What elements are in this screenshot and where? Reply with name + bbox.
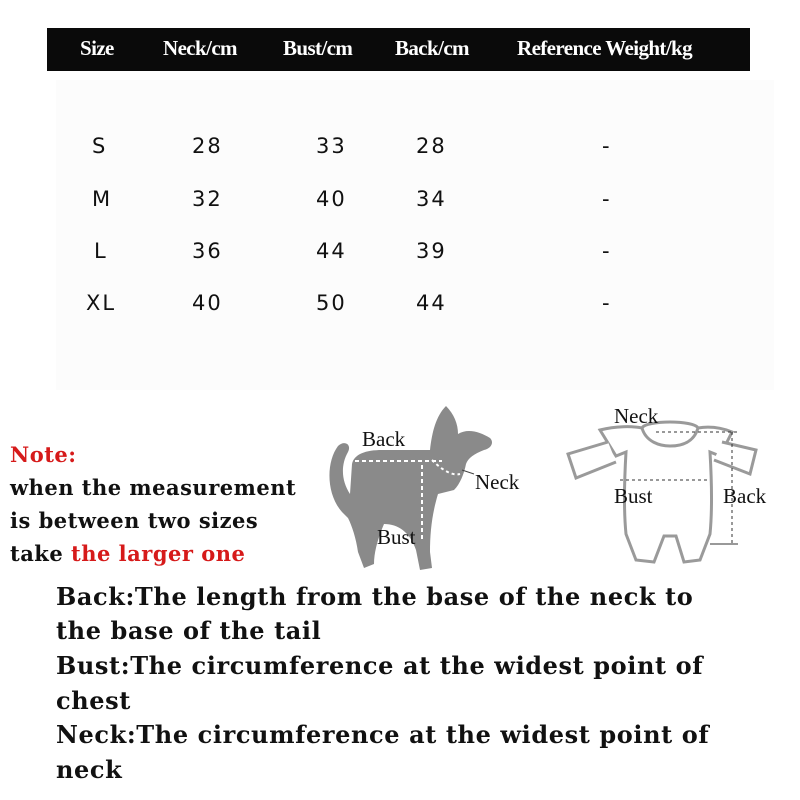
garment-neck-label: Neck — [614, 404, 659, 428]
table-cell-neck: 32 — [192, 187, 223, 211]
note-line-with-highlight — [10, 541, 245, 566]
note-line: is between two sizes — [10, 508, 259, 533]
table-cell-weight: - — [602, 187, 612, 211]
table-cell-size: M — [92, 187, 113, 211]
table-cell-back: 34 — [416, 187, 447, 211]
note-highlight: the larger one — [71, 541, 246, 566]
garment-bust-label: Bust — [614, 484, 653, 508]
table-cell-neck: 40 — [192, 291, 223, 315]
table-cell-bust: 40 — [316, 187, 347, 211]
definition-bust: Bust:The circumference at the widest point of — [56, 651, 704, 680]
header-size: Size — [80, 36, 114, 60]
table-cell-neck: 36 — [192, 239, 223, 263]
note-text: take — [10, 541, 72, 566]
size-table-body — [56, 80, 774, 390]
garment-back-label: Back — [723, 484, 767, 508]
table-cell-back: 39 — [416, 239, 447, 263]
dog-back-label: Back — [362, 427, 406, 451]
header-neck: Neck/cm — [163, 36, 237, 60]
garment-sleeve-left — [568, 442, 616, 478]
table-cell-size: S — [92, 134, 108, 158]
table-cell-size: L — [94, 239, 108, 263]
table-cell-back: 44 — [416, 291, 447, 315]
definition-back: Back:The length from the base of the neck to — [56, 582, 694, 611]
table-cell-bust: 44 — [316, 239, 347, 263]
table-cell-bust: 33 — [316, 134, 347, 158]
garment-sleeve-right — [714, 442, 756, 474]
header-bust: Bust/cm — [283, 36, 353, 60]
table-cell-weight: - — [602, 134, 612, 158]
note-line: when the measurement — [10, 475, 297, 500]
header-back: Back/cm — [395, 36, 469, 60]
table-cell-bust: 50 — [316, 291, 347, 315]
definition-back-cont: the base of the tail — [56, 616, 322, 645]
table-cell-weight: - — [602, 239, 612, 263]
dog-bust-label: Bust — [377, 525, 416, 549]
note-title: Note: — [10, 442, 77, 467]
table-cell-size: XL — [86, 291, 117, 315]
table-cell-weight: - — [602, 291, 612, 315]
table-cell-back: 28 — [416, 134, 447, 158]
table-cell-neck: 28 — [192, 134, 223, 158]
dog-neck-label: Neck — [475, 470, 520, 494]
size-table-header — [47, 28, 750, 71]
header-reference-weight: Reference Weight/kg — [517, 36, 693, 60]
definition-neck-cont: neck — [56, 755, 123, 784]
definition-bust-cont: chest — [56, 686, 131, 715]
definition-neck: Neck:The circumference at the widest point of — [56, 720, 710, 749]
